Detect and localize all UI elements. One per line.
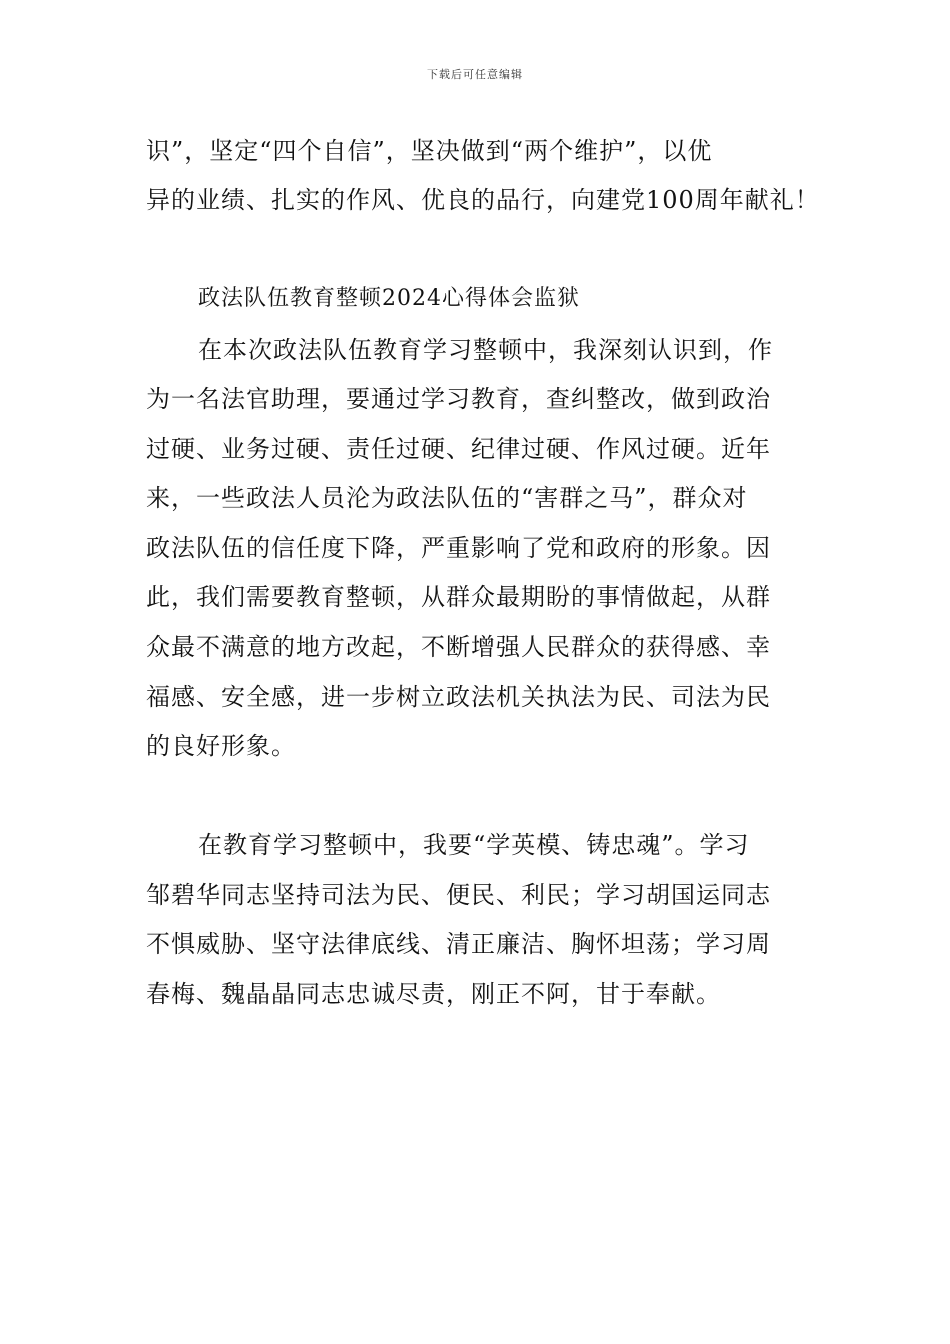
- text-line: 福感、安全感，进一步树立政法机关执法为民、司法为民: [146, 683, 771, 711]
- header-note: 下载后可任意编辑: [427, 68, 523, 81]
- text-line: 邹碧华同志坚持司法为民、便民、利民；学习胡国运同志: [146, 881, 771, 909]
- text-line: 此，我们需要教育整顿，从群众最期盼的事情做起，从群: [146, 583, 771, 611]
- text-line: 为一名法官助理，要通过学习教育，查纠整改，做到政治: [146, 385, 771, 413]
- text-line: 来，一些政法人员沦为政法队伍的“害群之马”，群众对: [146, 484, 748, 512]
- text-line: 识”，坚定“四个自信”，坚决做到“两个维护”，以优: [146, 137, 713, 165]
- text-line: 政法队伍的信任度下降，严重影响了党和政府的形象。因: [146, 534, 771, 562]
- article-title: 政法队伍教育整顿2024心得体会监狱: [198, 286, 580, 311]
- text-line: 春梅、魏晶晶同志忠诚尽责，刚正不阿，甘于奉献。: [146, 980, 721, 1008]
- text-line: 的良好形象。: [146, 732, 296, 760]
- text-line: 异的业绩、扎实的作风、优良的品行，向建党100周年献礼！: [146, 186, 820, 214]
- text-line: 众最不满意的地方改起，不断增强人民群众的获得感、幸: [146, 633, 771, 661]
- text-line: 在教育学习整顿中，我要“学英模、铸忠魂”。学习: [198, 831, 750, 859]
- text-line: 在本次政法队伍教育学习整顿中，我深刻认识到，作: [198, 336, 773, 364]
- text-line: 不惧威胁、坚守法律底线、清正廉洁、胸怀坦荡；学习周: [146, 930, 771, 958]
- text-line: 过硬、业务过硬、责任过硬、纪律过硬、作风过硬。近年: [146, 435, 771, 463]
